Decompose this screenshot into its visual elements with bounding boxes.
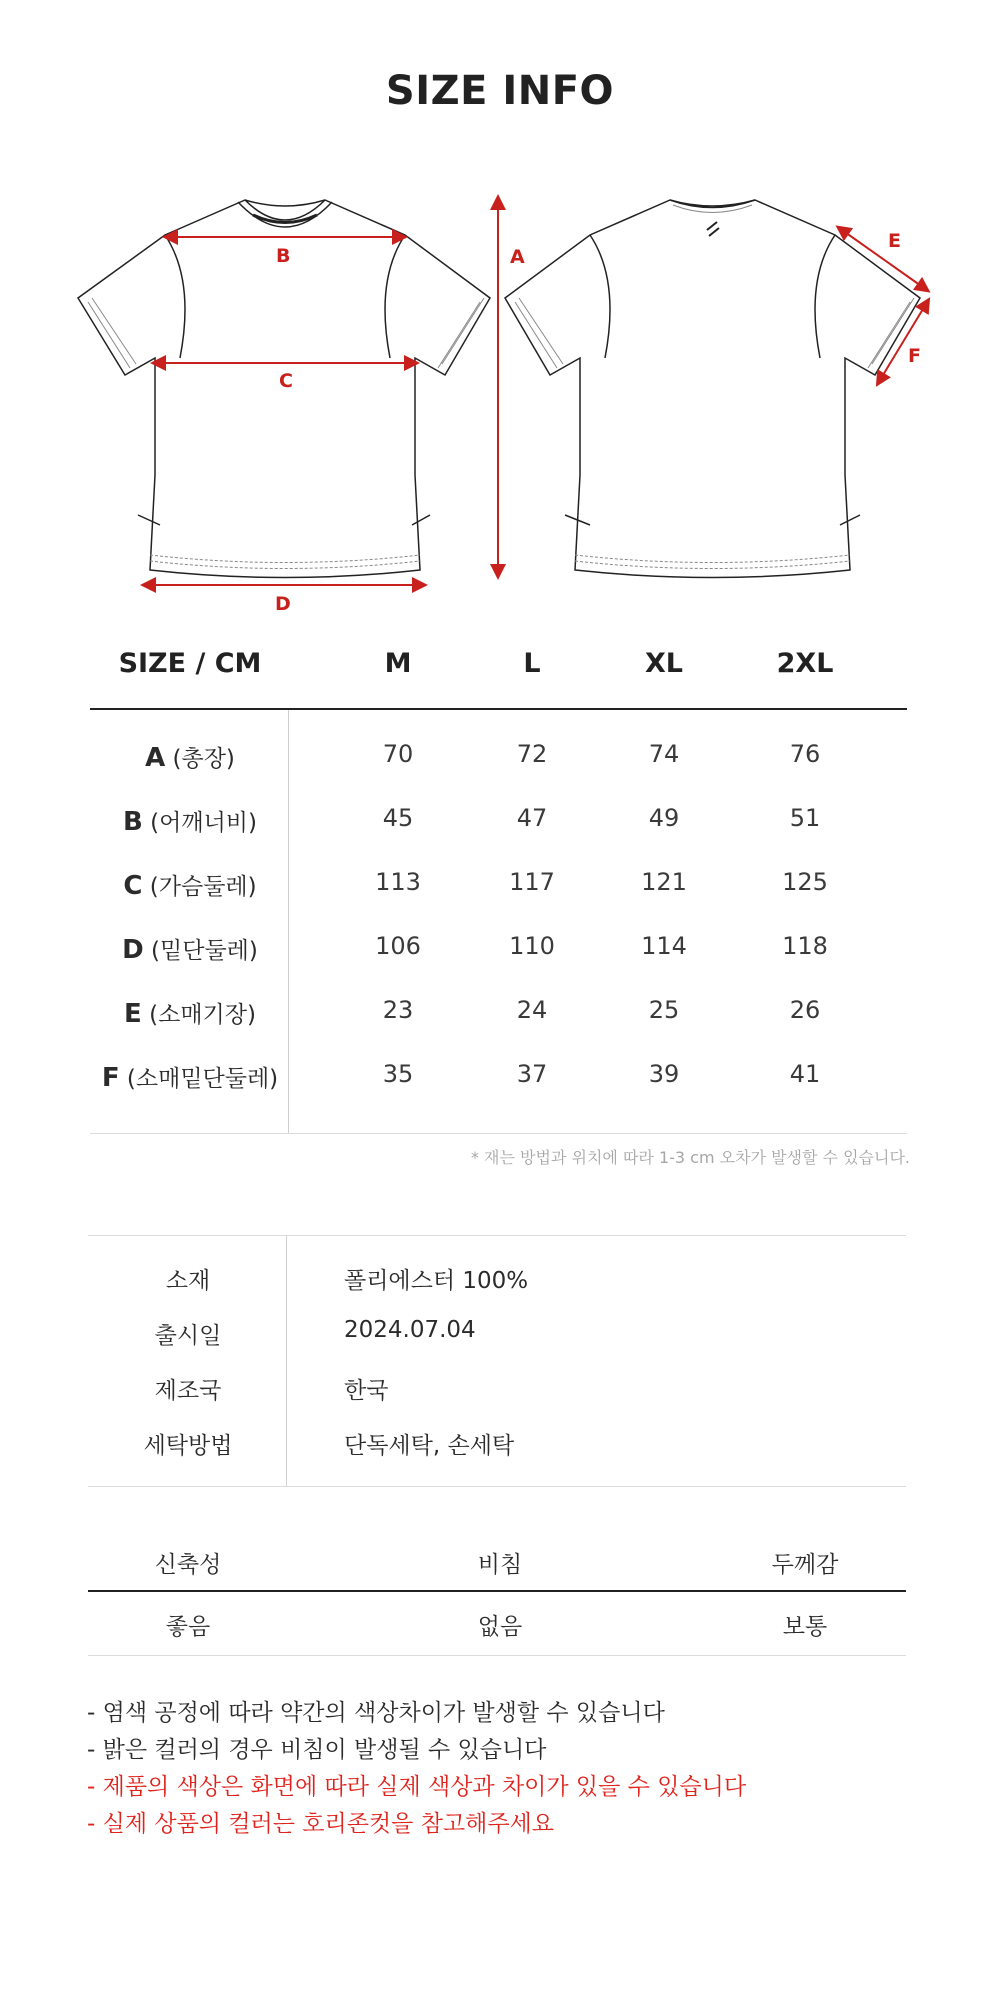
size-cell: 76 <box>789 740 821 768</box>
info-key: 소재 <box>165 1268 211 1294</box>
size-row-letter: A <box>145 743 166 773</box>
info-value: 한국 <box>344 1378 389 1404</box>
size-cell: 113 <box>375 868 421 896</box>
size-row-desc: (소매밑단둘레) <box>126 1066 279 1092</box>
size-row-f <box>0 1060 1000 1100</box>
info-key: 제조국 <box>154 1378 222 1404</box>
size-cell: 51 <box>789 804 821 832</box>
feel-value-sheer: 없음 <box>477 1614 523 1640</box>
page-title: SIZE INFO <box>385 68 615 114</box>
feel-value-stretch: 좋음 <box>165 1614 211 1640</box>
size-row-desc: (가슴둘레) <box>149 874 257 900</box>
size-cell: 47 <box>516 804 548 832</box>
info-row-release <box>0 1317 1000 1357</box>
size-col-2xl: 2XL <box>776 648 834 679</box>
info-row-origin <box>0 1372 1000 1412</box>
size-row-letter: C <box>123 871 143 901</box>
size-row-desc: (어깨너비) <box>150 810 257 836</box>
size-row-letter: B <box>123 807 143 837</box>
size-table-header <box>0 648 1000 692</box>
dim-label-c: C <box>279 370 293 392</box>
size-row-label <box>90 1060 290 1093</box>
size-cell: 39 <box>648 1060 680 1088</box>
size-row-label <box>90 740 290 773</box>
size-table-bottom-rule <box>90 1133 907 1134</box>
size-row-letter: E <box>124 999 142 1029</box>
size-col-l: L <box>523 648 541 679</box>
tshirt-size-diagram <box>0 180 1000 620</box>
size-cell: 49 <box>648 804 680 832</box>
size-row-e <box>0 996 1000 1036</box>
size-cell: 41 <box>789 1060 821 1088</box>
info-value: 폴리에스터 100% <box>344 1268 529 1294</box>
size-row-label <box>90 804 290 837</box>
dim-label-b: B <box>276 245 291 267</box>
size-col-header: SIZE / CM <box>118 648 262 679</box>
size-row-desc: (소매기장) <box>149 1002 256 1028</box>
size-cell: 26 <box>789 996 821 1024</box>
size-row-label <box>90 868 290 901</box>
size-cell: 45 <box>382 804 414 832</box>
note-line-highlight: - 제품의 색상은 화면에 따라 실제 색상과 차이가 있을 수 있습니다 <box>87 1774 747 1800</box>
size-cell: 37 <box>516 1060 548 1088</box>
size-cell: 117 <box>509 868 555 896</box>
feel-header-stretch: 신축성 <box>154 1552 222 1578</box>
size-col-m: M <box>384 648 412 679</box>
size-col-xl: XL <box>644 648 684 679</box>
dim-label-a: A <box>510 246 525 268</box>
feel-table-rule <box>88 1590 906 1592</box>
dim-label-d: D <box>275 593 291 615</box>
back-tshirt-drawing <box>505 200 920 578</box>
size-row-desc: (밑단둘레) <box>151 938 258 964</box>
size-row-b <box>0 804 1000 844</box>
note-line: - 염색 공정에 따라 약간의 색상차이가 발생할 수 있습니다 <box>87 1700 665 1726</box>
dim-label-f: F <box>908 345 921 367</box>
info-table-top-rule <box>88 1235 906 1236</box>
size-cell: 23 <box>382 996 414 1024</box>
size-row-letter: D <box>122 935 144 965</box>
size-cell: 24 <box>516 996 548 1024</box>
size-cell: 118 <box>782 932 828 960</box>
size-row-letter: F <box>101 1063 120 1093</box>
size-cell: 121 <box>641 868 687 896</box>
size-row-c <box>0 868 1000 908</box>
size-cell: 74 <box>648 740 680 768</box>
size-row-desc: (총장) <box>172 746 235 772</box>
size-cell: 106 <box>375 932 421 960</box>
size-cell: 35 <box>382 1060 414 1088</box>
feel-header-sheer: 비침 <box>477 1552 523 1578</box>
info-value: 단독세탁, 손세탁 <box>344 1433 515 1459</box>
info-key: 세탁방법 <box>143 1433 233 1459</box>
info-key: 출시일 <box>154 1323 222 1349</box>
size-cell: 125 <box>782 868 828 896</box>
size-row-a <box>0 740 1000 780</box>
size-cell: 72 <box>516 740 548 768</box>
info-row-washing <box>0 1427 1000 1467</box>
measurement-note: * 재는 방법과 위치에 따라 1-3 cm 오차가 발생할 수 있습니다. <box>470 1148 910 1167</box>
size-cell: 70 <box>382 740 414 768</box>
size-row-d <box>0 932 1000 972</box>
feel-header-thickness: 두께감 <box>771 1552 839 1578</box>
note-line: - 밝은 컬러의 경우 비침이 발생될 수 있습니다 <box>87 1737 547 1763</box>
size-cell: 114 <box>641 932 687 960</box>
feel-table-bottom-rule <box>88 1655 906 1656</box>
info-value: 2024.07.04 <box>344 1317 476 1343</box>
product-notes <box>87 1695 746 1843</box>
info-row-material <box>0 1262 1000 1302</box>
feel-value-thickness: 보통 <box>782 1614 828 1640</box>
size-cell: 110 <box>509 932 555 960</box>
size-row-label <box>90 932 290 965</box>
size-table-top-rule <box>90 708 907 710</box>
info-table-bottom-rule <box>88 1486 906 1487</box>
size-cell: 25 <box>648 996 680 1024</box>
size-row-label <box>90 996 290 1029</box>
note-line-highlight: - 실제 상품의 컬러는 호리존컷을 참고해주세요 <box>87 1811 554 1837</box>
dim-label-e: E <box>888 230 901 252</box>
